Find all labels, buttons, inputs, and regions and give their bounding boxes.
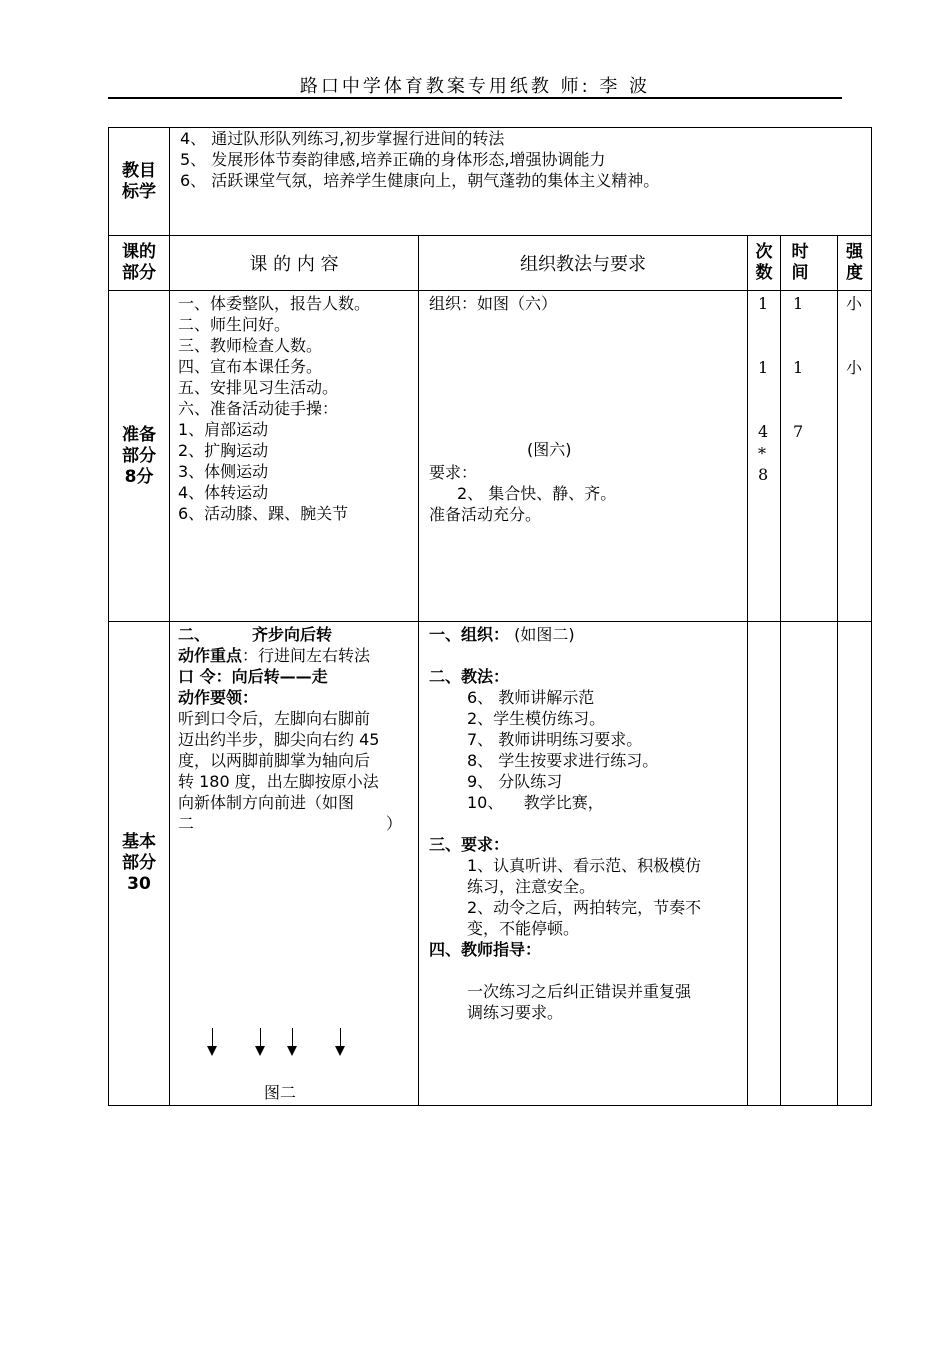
basic-org: 一、组织： (如图二) [429,625,575,644]
page-header: 路口中学体育教案专用纸教 师: 李 波 [299,76,651,97]
basic-req-line: 1、认真听讲、看示范、积极模仿 [467,856,702,875]
basic-method-cell [418,621,748,1106]
basic-essentials-line: 转 180 度，出左脚按原小法 [178,772,379,791]
prep-method-cell [418,290,748,622]
prep-item: 三、教师检查人数。 [178,336,323,355]
prep-intensity-value: 小 [846,294,863,313]
basic-req-label: 三、要求： [429,835,510,854]
basic-teach-item: 8、 学生按要求进行练习。 [467,751,659,770]
col-header-duration: 时间 [780,235,838,291]
prep-figure-caption: (图六) [527,440,572,459]
objective-line: 5、 发展形体节奏韵律感,培养正确的身体形态,增强协调能力 [180,150,606,169]
basic-req-line: 练习，注意安全。 [467,877,596,896]
basic-guide-label: 四、教师指导： [429,940,542,959]
prep-org: 组织：如图（六） [429,294,558,313]
prep-duration-value: 1 [793,358,804,377]
prep-item: 五、安排见习生活动。 [178,378,339,397]
basic-teach-item: 6、 教师讲解示范 [467,688,595,707]
basic-essentials-line: 向新体制方向前进（如图 [178,793,355,812]
prep-item: 6、活动膝、踝、腕关节 [178,504,349,523]
basic-teach-item: 10、 教学比赛， [467,793,604,812]
basic-teach-item: 9、 分队练习 [467,772,563,791]
basic-essentials-label: 动作要领： [178,688,259,707]
prep-times-value: 8 [758,465,769,484]
prep-item: 六、准备活动徒手操： [178,399,339,418]
basic-req-line: 2、动令之后，两拍转完，节奏不 [467,898,702,917]
prep-duration-value: 1 [793,294,804,313]
basic-essentials-line: 听到口令后，左脚向右脚前 [178,709,371,728]
prep-req-item: 准备活动充分。 [429,505,542,524]
prep-times-cell [747,290,781,622]
prep-times-value: 1 [758,294,769,313]
prep-item: 四、宣布本课任务。 [178,357,323,376]
prep-times-value: * [758,444,766,463]
objective-line: 6、 活跃课堂气氛，培养学生健康向上，朝气蓬勃的集体主义精神。 [180,171,660,190]
basic-command: 口 令：向后转——走 [178,667,328,686]
prep-label: 准备部分8分 [122,424,156,487]
basic-essentials-line: 二 ） [178,814,403,833]
prep-times-value: 1 [758,358,769,377]
prep-item: 4、体转运动 [178,483,269,502]
prep-item: 二、师生问好。 [178,315,291,334]
col-header-content: 课 的 内 容 [169,235,419,291]
basic-title: 二、 齐步向后转 [178,625,333,644]
basic-essentials-line: 迈出约半步，脚尖向右约 45 [178,730,380,749]
objectives-content-cell [169,127,872,236]
basic-content-cell [169,621,419,1106]
prep-item: 1、肩部运动 [178,420,269,439]
basic-intensity-cell [837,621,872,1106]
objective-line: 4、 通过队形队列练习,初步掌握行进间的转法 [180,129,505,148]
header-rule [108,97,842,99]
basic-key-point: 动作重点：行进间左右转法 [178,646,371,665]
basic-guide-line: 调练习要求。 [467,1003,564,1022]
basic-req-line: 变，不能停顿。 [467,919,580,938]
col-header-part: 课的部分 [108,235,170,291]
basic-teach-item: 2、学生模仿练习。 [467,709,606,728]
col-header-intensity: 强度 [837,235,872,291]
prep-intensity-cell [837,290,872,622]
basic-duration-cell [780,621,838,1106]
prep-item: 2、扩胸运动 [178,441,269,460]
basic-teach-item: 7、 教师讲明练习要求。 [467,730,643,749]
prep-intensity-value: 小 [846,358,863,377]
col-header-times: 次数 [747,235,781,291]
basic-essentials-line: 度，以两脚前脚掌为轴向后 [178,751,371,770]
prep-content-cell [169,290,419,622]
prep-item: 3、体侧运动 [178,462,269,481]
basic-label: 基本部分30 [122,832,156,894]
figure-two-caption: 图二 [264,1083,297,1102]
basic-teach-label: 二、教法： [429,667,510,686]
figure-two-diagram [170,1022,419,1062]
objectives-label-cell [108,127,170,236]
prep-req-label: 要求： [429,463,478,482]
prep-label-cell [108,290,170,622]
prep-duration-value: 7 [793,422,804,441]
basic-times-cell [747,621,781,1106]
col-header-method: 组织教法与要求 [418,235,748,291]
basic-guide-line: 一次练习之后纠正错误并重复强 [467,982,692,1001]
prep-item: 一、体委整队，报告人数。 [178,294,371,313]
basic-label-cell [108,621,170,1106]
objectives-label: 教目标学 [122,160,156,202]
prep-req-item: 2、 集合快、静、齐。 [457,484,617,503]
lesson-plan-table [108,127,872,1106]
prep-duration-cell [780,290,838,622]
prep-times-value: 4 [758,422,769,441]
